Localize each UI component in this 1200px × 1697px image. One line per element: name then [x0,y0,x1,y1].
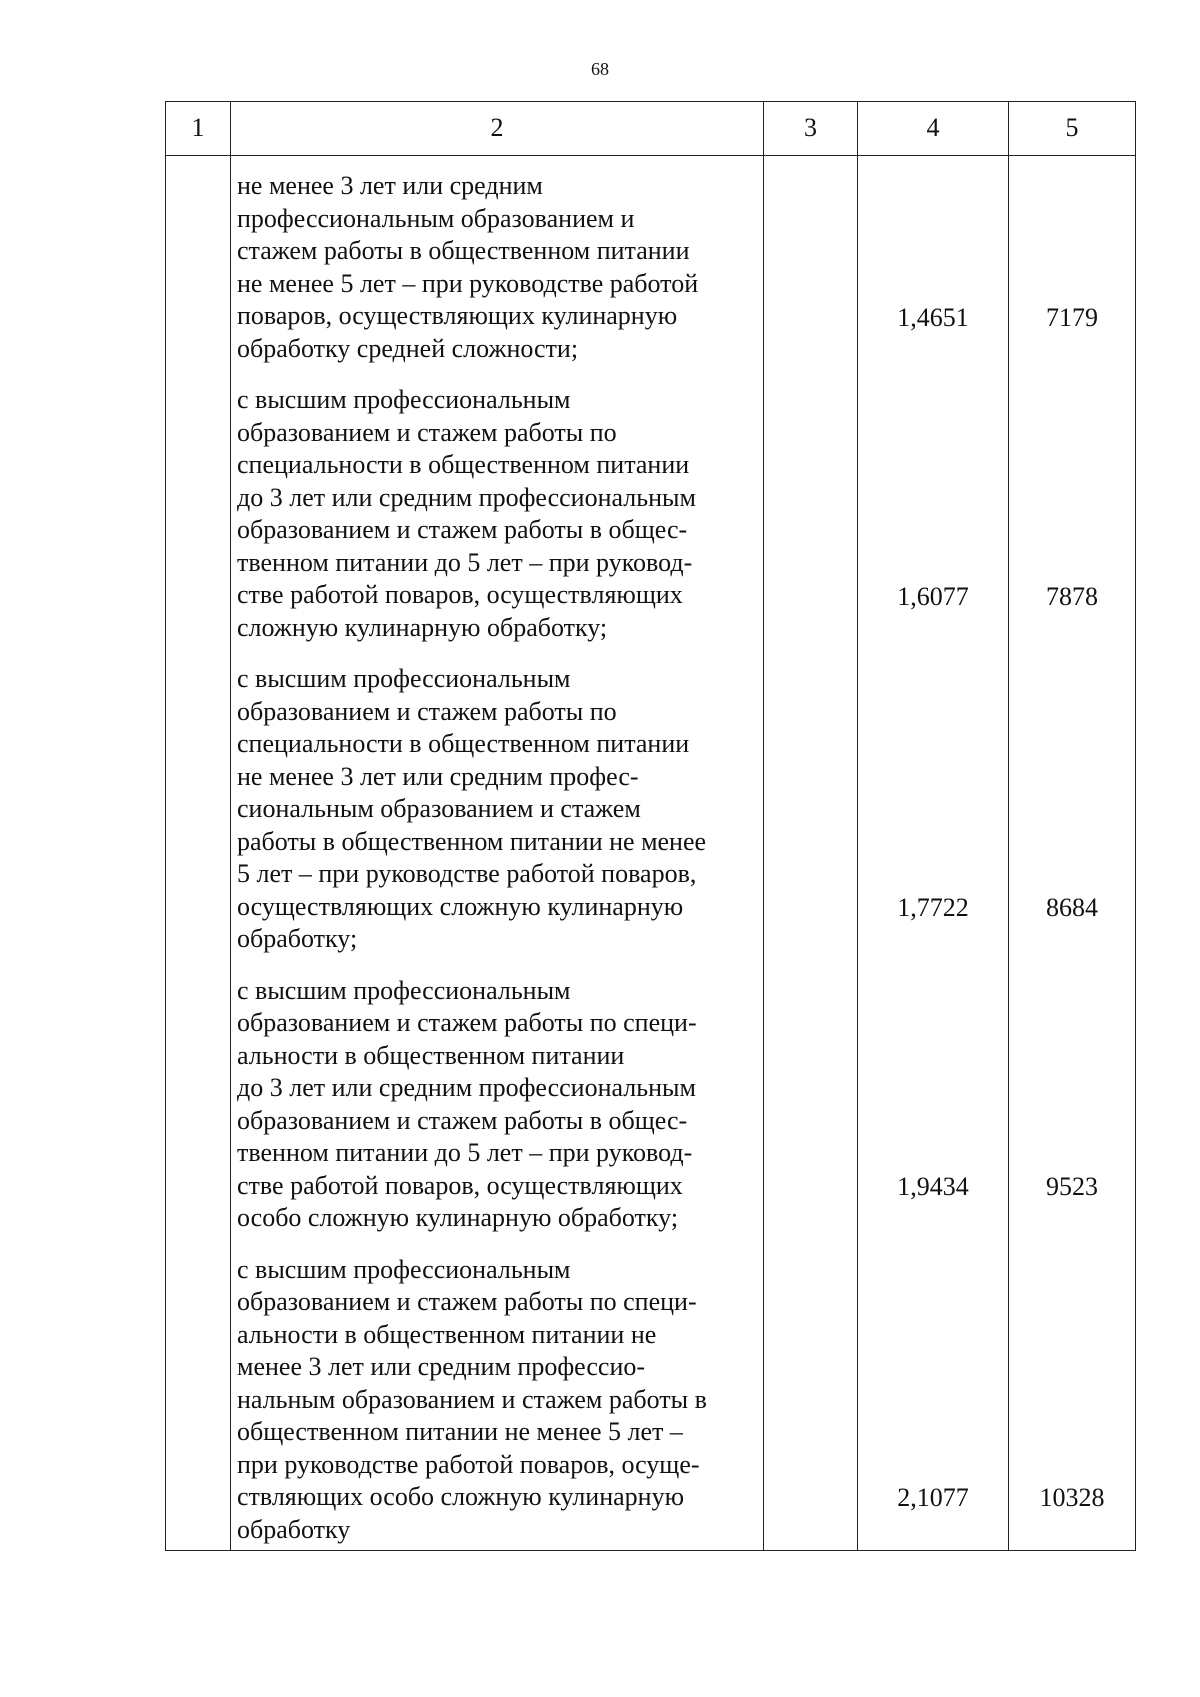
amount-value: 7878 [1046,581,1098,611]
row-amount [1009,368,1136,647]
coefficient-value: 1,6077 [897,581,969,611]
row-cell-col1 [166,156,231,369]
row-coefficient [858,368,1009,647]
description-line: при руководстве работой поваров, осуще- [237,1449,700,1479]
row-amount [1009,647,1136,959]
description-line: стве работой поваров, осуществляющих [237,1170,683,1200]
description-line: обработку; [237,924,358,953]
paragraph-gap [237,1238,759,1254]
description-line: образованием и стажем работы в общес- [237,1105,688,1135]
description-line: образованием и стажем работы по специ- [237,1287,697,1316]
description-line: с высшим профессиональным [237,975,571,1005]
coefficient-value: 1,7722 [897,893,969,922]
description-line: стажем работы в общественном питании [237,236,690,265]
table-row [166,959,1136,1238]
row-cell-col3 [764,647,858,959]
table-row [166,156,1136,369]
row-cell-col1 [166,1238,231,1551]
description-line: не менее 5 лет – при руководстве работой [237,268,699,298]
table-row [166,647,1136,959]
description-line: особо сложную кулинарную обработку; [237,1203,679,1232]
description-line: специальности в общественном питании [237,729,690,758]
description-line: образованием и стажем работы по [237,696,617,726]
description-line: сложную кулинарную обработку; [237,612,608,642]
row-cell-col3 [764,1238,858,1551]
row-cell-col3 [764,156,858,369]
amount-value: 10328 [1039,1482,1105,1512]
paragraph-gap [237,368,759,384]
data-table [165,101,1136,1551]
description-line: с высшим профессиональным [237,1254,571,1284]
row-amount [1009,1238,1136,1551]
row-cell-col1 [166,368,231,647]
description-line: поваров, осуществляющих кулинарную [237,301,678,330]
description-line: стве работой поваров, осуществляющих [237,580,683,609]
column-header-4: 4 [858,102,1009,156]
row-description [231,959,764,1238]
description-line: профессиональным образованием и [237,203,635,233]
description-line: обработку [237,1514,351,1544]
description-line: работы в общественном питании не менее [237,826,707,856]
row-description [231,647,764,959]
column-header-3: 3 [764,102,858,156]
table-row [166,368,1136,647]
column-header-1: 1 [166,102,231,156]
paragraph-gap [237,647,759,663]
description-line: альности в общественном питании не [237,1319,657,1349]
description-line: 5 лет – при руководстве работой поваров, [237,859,697,888]
row-amount [1009,959,1136,1238]
row-coefficient [858,959,1009,1238]
table-header-row [166,102,1136,156]
row-amount [1009,156,1136,369]
column-header-2: 2 [231,102,764,156]
paragraph-gap [237,959,759,975]
description-line: ствляющих особо сложную кулинарную [237,1482,685,1511]
row-description [231,1238,764,1551]
description-line: образованием и стажем работы в общес- [237,515,688,544]
description-line: до 3 лет или средним профессиональным [237,482,696,512]
table-body [166,102,1136,1551]
description-line: не менее 3 лет или средним [237,171,543,200]
coefficient-value: 2,1077 [897,1482,969,1512]
amount-value: 8684 [1046,893,1098,922]
description-line: до 3 лет или средним профессиональным [237,1073,696,1102]
coefficient-value: 1,9434 [897,1172,969,1201]
description-line: образованием и стажем работы по специ- [237,1008,697,1037]
coefficient-value: 1,4651 [897,302,969,332]
description-line: с высшим профессиональным [237,664,571,693]
description-line: с высшим профессиональным [237,385,571,414]
column-header-5: 5 [1009,102,1136,156]
row-coefficient [858,156,1009,369]
page-number: 68 [591,59,609,79]
amount-value: 9523 [1046,1172,1098,1201]
row-cell-col3 [764,959,858,1238]
description-line: осуществляющих сложную кулинарную [237,891,684,921]
description-line: образованием и стажем работы по [237,417,617,447]
description-line: общественном питании не менее 5 лет – [237,1417,683,1446]
description-line: твенном питании до 5 лет – при руковод- [237,547,693,577]
description-line: нальным образованием и стажем работы в [237,1384,707,1414]
description-line: альности в общественном питании [237,1040,625,1070]
row-cell-col1 [166,647,231,959]
row-description [231,368,764,647]
table-row [166,1238,1136,1551]
row-description [231,156,764,369]
row-coefficient [858,647,1009,959]
amount-value: 7179 [1046,302,1098,332]
description-line: специальности в общественном питании [237,450,690,479]
description-line: не менее 3 лет или средним профес- [237,761,639,791]
description-line: обработку средней сложности; [237,333,579,363]
row-cell-col3 [764,368,858,647]
row-cell-col1 [166,959,231,1238]
description-line: твенном питании до 5 лет – при руковод- [237,1138,693,1167]
row-coefficient [858,1238,1009,1551]
description-line: сиональным образованием и стажем [237,794,641,823]
description-line: менее 3 лет или средним профессио- [237,1352,646,1381]
